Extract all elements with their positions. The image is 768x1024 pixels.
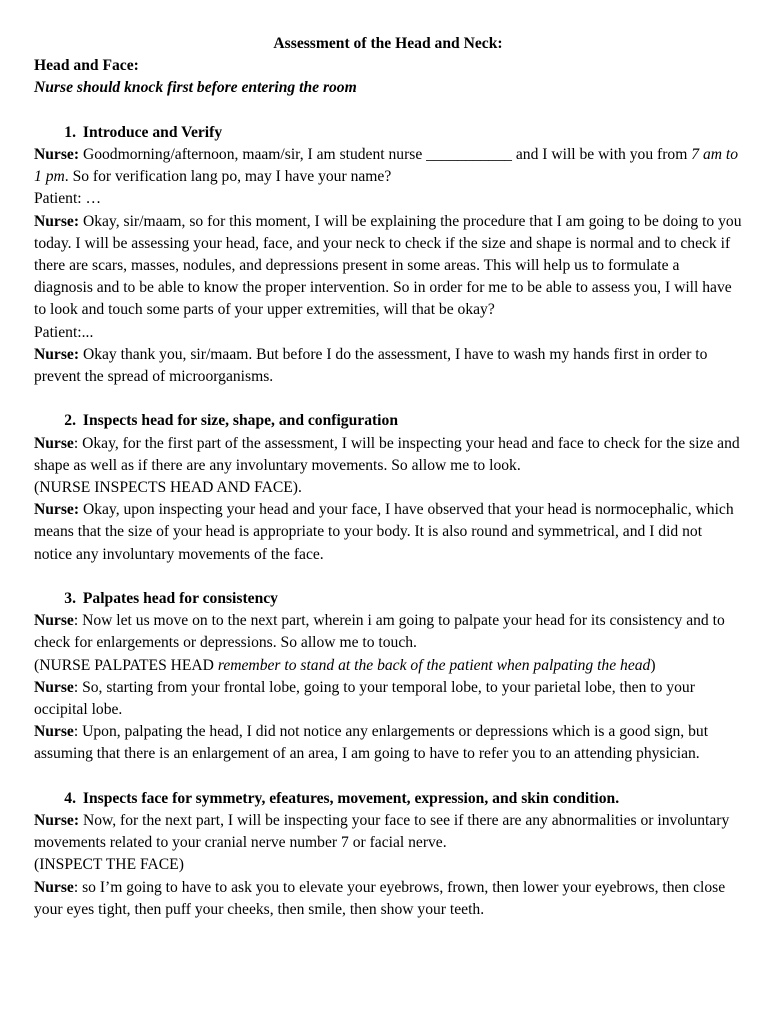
spacer [34,766,742,788]
speaker-label: Nurse [34,878,74,896]
step-title: Inspects head for size, shape, and configuration [82,412,398,430]
step-heading [34,410,742,432]
speaker-label: Nurse: [34,501,80,519]
spacer [34,388,742,410]
dialogue-line [34,610,742,654]
intro-note: Nurse should knock first before entering the room [34,79,357,97]
dialogue-line [34,188,742,210]
dialogue-line [34,721,742,765]
dialogue-line [34,477,742,499]
speaker-label: Nurse: [34,212,80,230]
speaker-label: Nurse [34,434,74,452]
dialogue-text: : Now let us move on to the next part, wherein i am going to palpate your head for its consistency and to check for enlargements or depressions. So allow me to touch. [34,612,725,652]
dialogue-line [34,433,742,477]
step-heading [34,788,742,810]
dialogue-text: : So, starting from your frontal lobe, going to your temporal lobe, to your parietal lobe, then to your occipital lobe. [34,678,695,719]
dialogue-text: Okay, upon inspecting your head and your face, I have observed that your head is normocephalic, which means that the size of your head is appropriate to your body. It is also round and symmetrical, and I did not notice any involuntary movements of the face. [34,501,734,563]
dialogue-tail: . So for verification lang po, may I have your name? [64,168,392,186]
dialogue-line [34,322,742,344]
dialogue-italic: remember to stand at the back of the patient when palpating the head [217,656,651,674]
step-heading [34,588,742,610]
dialogue-text: : Upon, palpating the head, I did not notice any enlargements or depressions which is a good sign, but assuming that there is an enlargement of an area, I am going to have to refer you to an attending physician. [34,723,709,763]
speaker-label: Nurse [34,723,74,741]
speaker-label: Nurse [34,678,74,696]
dialogue-line [34,499,742,566]
document-body [34,33,742,921]
dialogue-line [34,810,742,854]
spacer [34,566,742,588]
step-title: Palpates head for consistency [82,590,278,608]
dialogue-line [34,677,742,721]
step-heading [34,122,742,144]
dialogue-text: (NURSE PALPATES HEAD [34,656,218,674]
dialogue-text: (INSPECT THE FACE) [34,856,184,874]
step-number: 4. [64,789,76,807]
step-number: 3. [64,590,76,608]
dialogue-text: Patient: … [34,190,102,208]
step-title: Inspects face for symmetry, efeatures, movement, expression, and skin condition. [82,789,620,807]
dialogue-text: Now, for the next part, I will be inspecting your face to see if there are any abnormalities or involuntary movements related to your cranial nerve number 7 or facial nerve. [34,812,730,852]
speaker-label: Nurse: [34,812,80,830]
dialogue-text: (NURSE INSPECTS HEAD AND FACE). [34,479,302,497]
dialogue-text: Okay thank you, sir/maam. But before I do the assessment, I have to wash my hands first in order to prevent the spread of microorganisms. [34,345,708,386]
spacer [34,100,742,122]
speaker-label: Nurse: [34,146,80,163]
dialogue-italic: 7 am to 1 pm [34,146,739,186]
step-number: 1. [64,123,76,141]
dialogue-line [34,854,742,876]
dialogue-text: Okay, sir/maam, so for this moment, I will be explaining the procedure that I am going to be doing to you today. I will be assessing your head, face, and your neck to check if the size and shape is normal and to check if there are scars, masses, nodules, and depressions present in some areas. This will help us to formulate a diagnosis and to be able to know the proper intervention. So in order for me to be able to assess you, I will have to look and touch some parts of your upper extremities, will that be okay? [34,212,742,319]
dialogue-text: Goodmorning/afternoon, maam/sir, I am student nurse ___________ and I will be with you from [82,146,692,163]
dialogue-line [34,877,742,921]
dialogue-line [34,211,742,322]
step-number: 2. [64,412,76,430]
dialogue-line [34,144,742,188]
section-subtitle: Head and Face: [34,57,139,75]
dialogue-line [34,344,742,388]
document-title: Assessment of the Head and Neck: [273,35,503,52]
dialogue-text: : Okay, for the first part of the assessment, I will be inspecting your head and face to check for the size and shape as well as if there are any involuntary movements. So allow me to look. [34,434,740,474]
dialogue-tail: ) [650,656,656,674]
dialogue-text: Patient:... [34,323,94,341]
dialogue-line [34,655,742,677]
speaker-label: Nurse [34,612,74,630]
speaker-label: Nurse: [34,345,80,363]
step-title: Introduce and Verify [82,123,223,141]
dialogue-text: : so I’m going to have to ask you to elevate your eyebrows, frown, then lower your eyebrows, then close your eyes tight, then puff your cheeks, then smile, then show your teeth. [34,878,726,918]
